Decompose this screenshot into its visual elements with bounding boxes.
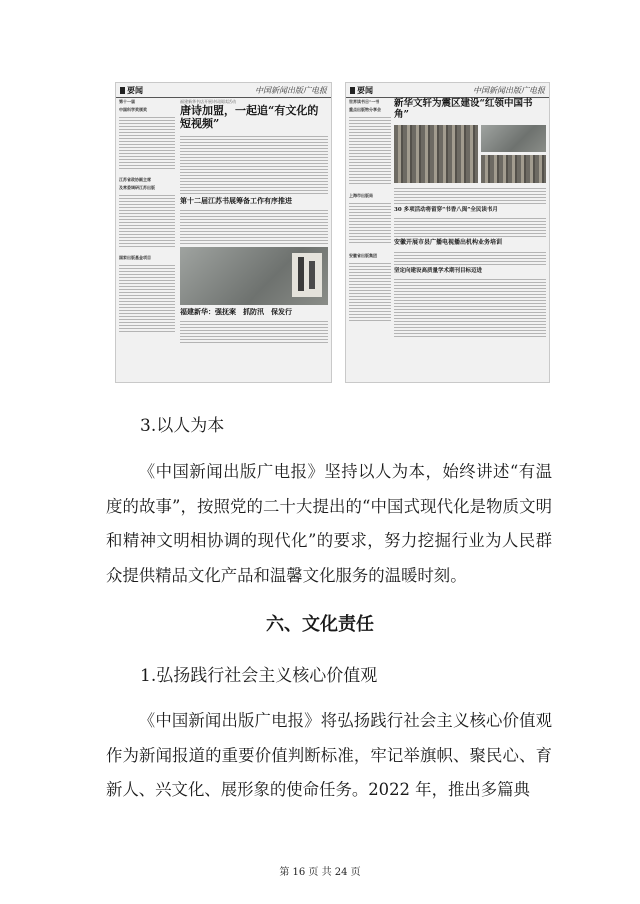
clipping-section-label: 要闻 — [120, 85, 143, 96]
clipping-sidebar — [119, 99, 175, 378]
body-paragraph: 《中国新闻出版广电报》坚持以人为本，始终讲述“有温度的故事”，按照党的二十大提出的“中国式现代化是物质文明和精神文明相协调的现代化”的要求，努力挖掘行业为人民群众提供精品文化产品和温馨文化服务的温暖时刻。 — [106, 462, 552, 585]
reading-corner-photo — [481, 125, 546, 152]
clipping-sidebar — [349, 99, 391, 378]
reading-corner-photo — [481, 155, 546, 183]
article-body — [180, 319, 328, 345]
sidebar-text-block — [119, 263, 175, 333]
section-title: 六、文化责任 — [266, 614, 374, 635]
sidebar-headline: 安徽省出版集团 — [349, 253, 377, 258]
article-headline: 新华文轩为震区建设“红领中国书角” — [394, 98, 533, 120]
sidebar-text-block — [119, 193, 175, 247]
bookshelf-photo — [394, 125, 478, 183]
article-kicker: 福建新华书店开展诗词阅读活动 — [180, 99, 236, 104]
sidebar-headline: 重点出版物分享会 — [349, 107, 381, 112]
article-body — [394, 186, 546, 204]
sidebar-text-block — [119, 115, 175, 169]
article-body — [394, 277, 546, 339]
clipping-masthead — [116, 83, 331, 98]
article-headline: 福建新华：强抚案 抓防汛 保发行 — [180, 307, 292, 317]
photo-row — [394, 125, 546, 183]
sidebar-headline: 世界读书日“一书 — [349, 99, 380, 104]
article-headline: 安徽开展市县广播电视播出机构业务培训 — [394, 239, 503, 247]
article-body — [394, 250, 546, 266]
sidebar-headline: 国家出版基金项目 — [119, 255, 151, 260]
article-body — [180, 134, 328, 194]
body-paragraph: 《中国新闻出版广电报》将弘扬践行社会主义核心价值观作为新闻报道的重要价值判断标准，牢记举旗帜、聚民心、育新人、兴文化、展形象的使命任务。2022 年，推出多篇典 — [106, 711, 552, 799]
sidebar-headline: 及常委调研江苏出版 — [119, 185, 155, 190]
article-headline: 坚定向建设高质量学术期刊目标迈进 — [394, 268, 483, 275]
article-headline: 30 多项活动将留穿“书香八闽”全民读书月 — [394, 206, 498, 213]
article-body — [180, 208, 328, 244]
article-headline: 第十二届江苏书展筹备工作有序推进 — [180, 196, 292, 206]
subsection-heading: 1.弘扬践行社会主义核心价值观 — [140, 666, 378, 686]
sidebar-text-block — [349, 115, 391, 185]
clipping-masthead — [346, 83, 549, 98]
news-photo — [180, 247, 328, 305]
article-headline: 唐诗加盟，一起追“有文化的短视频” — [180, 104, 319, 130]
photo-stack — [481, 125, 546, 183]
subsection-heading: 3.以人为本 — [140, 416, 225, 436]
article-body — [394, 216, 546, 238]
sidebar-text-block — [349, 261, 391, 321]
sidebar-headline: 江苏省政协副主席 — [119, 177, 151, 182]
newspaper-clipping-left — [115, 82, 332, 383]
sidebar-text-block — [349, 201, 391, 245]
sidebar-headline: 上海市出版局 — [349, 193, 373, 198]
page-footer: 第 16 页 共 24 页 — [279, 867, 361, 878]
clipping-paper-name: 中国新闻出版广电报 — [473, 86, 545, 95]
clipping-main-column — [394, 99, 546, 378]
clipping-main-column — [180, 99, 328, 378]
clipping-paper-name: 中国新闻出版广电报 — [255, 86, 327, 95]
sidebar-headline: 第十一届 — [119, 99, 135, 104]
newspaper-clipping-right — [345, 82, 550, 383]
clipping-section-label: 要闻 — [350, 85, 373, 96]
calligraphy-scroll-image — [292, 253, 322, 297]
sidebar-headline: 中国科学奖颁奖 — [119, 107, 147, 112]
